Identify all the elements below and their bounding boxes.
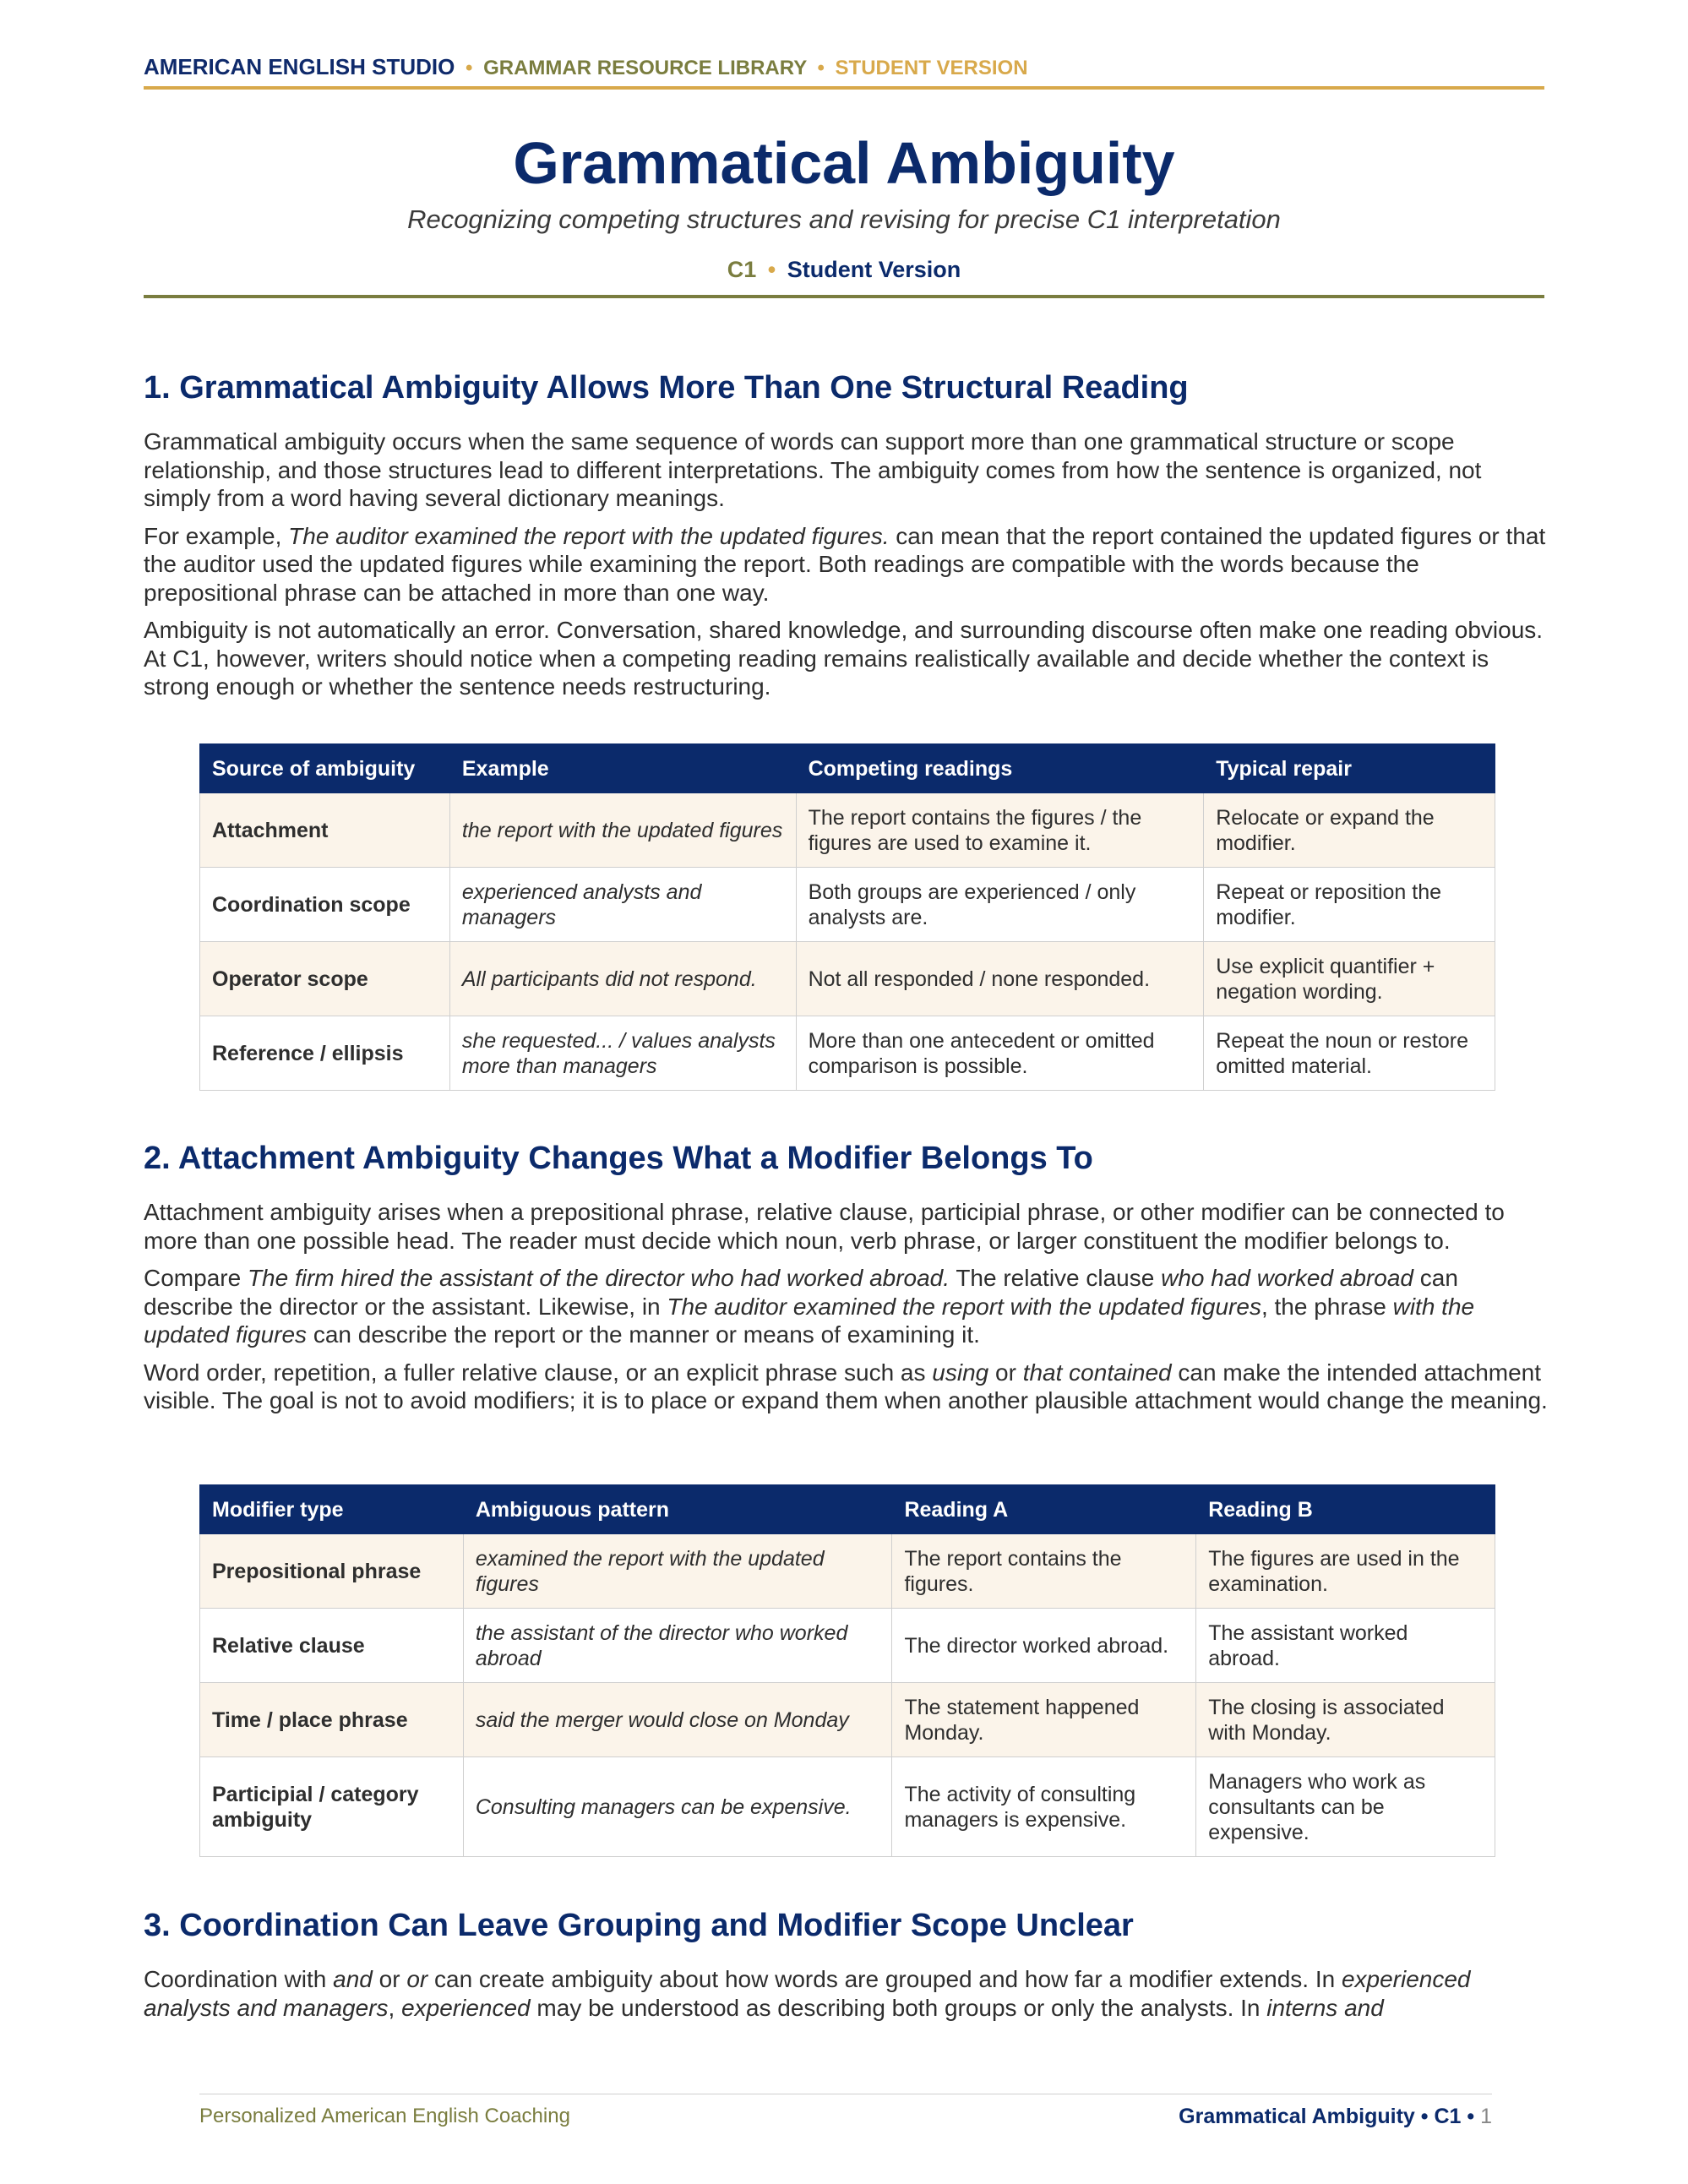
table-row — [200, 942, 1495, 1016]
page-title: Grammatical Ambiguity — [513, 130, 1175, 196]
paragraph: Ambiguity is not automatically an error. Conversation, shared knowledge, and surrounding discourse often make one reading obvious. At C1, however, writers should notice when a competing reading remains realistically available and decide whether the context is strong enough or whether the sentence needs restructuring. — [144, 617, 1544, 700]
table-cell: Time / place phrase — [200, 1683, 464, 1757]
section-3-body — [144, 1965, 1550, 2031]
table-cell: The statement happened Monday. — [892, 1683, 1196, 1757]
footer-left-text: Personalized American English Coaching — [199, 2105, 570, 2127]
title-divider — [144, 295, 1544, 298]
table-cell: Consulting managers can be expensive. — [463, 1757, 892, 1857]
paragraph: Coordination with and or or can create ambiguity about how words are grouped and how far a modifier extends. In experienced analysts and managers, experienced may be understood as describing both groups or only the analysts. In interns and — [144, 1966, 1471, 2021]
section-2-body — [144, 1198, 1550, 1424]
paragraph: Attachment ambiguity arises when a prepositional phrase, relative clause, participial phrase, or other modifier can be connected to more than one possible head. The reader must decide which noun, verb phrase, or larger constituent the modifier belongs to. — [144, 1199, 1505, 1254]
table-cell: The closing is associated with Monday. — [1196, 1683, 1495, 1757]
separator-dot: • — [817, 57, 825, 79]
table-cell: Managers who work as consultants can be expensive. — [1196, 1757, 1495, 1857]
library-name: GRAMMAR RESOURCE LIBRARY — [483, 57, 807, 79]
table-cell: Use explicit quantifier + negation wording. — [1204, 942, 1495, 1016]
table-cell: The report contains the figures. — [892, 1534, 1196, 1609]
table-cell: Repeat or reposition the modifier. — [1204, 868, 1495, 942]
table-cell: The assistant worked abroad. — [1196, 1609, 1495, 1683]
column-header: Ambiguous pattern — [463, 1485, 892, 1534]
table-row — [200, 1683, 1495, 1757]
table-cell: The activity of consulting managers is expensive. — [892, 1757, 1196, 1857]
table-cell: The report contains the figures / the figures are used to examine it. — [796, 793, 1204, 868]
table-row — [200, 1534, 1495, 1609]
paragraph: For example, The auditor examined the report with the updated figures. can mean that the report contained the updated figures or that the auditor used the updated figures while examining the report. Both readings are compatible with the words because the prepositional phrase can be attached in more than one way. — [144, 522, 1546, 606]
level-code: C1 — [727, 257, 757, 282]
column-header: Modifier type — [200, 1485, 464, 1534]
column-header: Competing readings — [796, 744, 1204, 793]
paragraph: Word order, repetition, a fuller relative clause, or an explicit phrase such as using or that contained can make the intended attachment visible. The goal is not to avoid modifiers; it is to place or expand them when another plausible attachment would change the meaning. — [144, 1359, 1548, 1413]
title-block — [144, 127, 1544, 284]
table-row — [200, 793, 1495, 868]
table-row — [200, 1757, 1495, 1857]
table-cell: experienced analysts and managers — [449, 868, 796, 942]
version-label: STUDENT VERSION — [835, 57, 1028, 79]
column-header: Source of ambiguity — [200, 744, 450, 793]
table-cell: Relative clause — [200, 1609, 464, 1683]
brand-name: AMERICAN ENGLISH STUDIO — [144, 54, 455, 79]
table-cell: The figures are used in the examination. — [1196, 1534, 1495, 1609]
table-cell: The director worked abroad. — [892, 1609, 1196, 1683]
table-cell: Reference / ellipsis — [200, 1016, 450, 1091]
table-cell: she requested... / values analysts more than managers — [449, 1016, 796, 1091]
table-header-row — [200, 744, 1495, 793]
table-cell: Participial / category ambiguity — [200, 1757, 464, 1857]
separator-dot: • — [466, 57, 473, 79]
table-cell: the report with the updated figures — [449, 793, 796, 868]
level-label: Student Version — [787, 257, 961, 282]
footer-doc-label: Grammatical Ambiguity • C1 • — [1179, 2105, 1475, 2128]
paragraph: Compare The firm hired the assistant of the director who had worked abroad. The relative clause who had worked abroad can describe the director or the assistant. Likewise, in The auditor examined the report with the updated figures, the phrase with the updated figures can describe the report or the manner or means of examining it. — [144, 1265, 1475, 1348]
table-row — [200, 1016, 1495, 1091]
page-subtitle: Recognizing competing structures and revising for precise C1 interpretation — [407, 204, 1281, 234]
section-1-body — [144, 428, 1550, 711]
section-3-heading: 3. Coordination Can Leave Grouping and Modifier Scope Unclear — [144, 1908, 1134, 1943]
ambiguity-sources-table — [199, 743, 1495, 1091]
table-cell: Not all responded / none responded. — [796, 942, 1204, 1016]
column-header: Reading B — [1196, 1485, 1495, 1534]
table-cell: examined the report with the updated figures — [463, 1534, 892, 1609]
table-cell: More than one antecedent or omitted comparison is possible. — [796, 1016, 1204, 1091]
level-line — [144, 255, 1544, 284]
table-cell: Coordination scope — [200, 868, 450, 942]
table-cell: Both groups are experienced / only analysts are. — [796, 868, 1204, 942]
table-cell: the assistant of the director who worked abroad — [463, 1609, 892, 1683]
table-cell: Prepositional phrase — [200, 1534, 464, 1609]
modifier-types-table — [199, 1484, 1495, 1857]
table-cell: said the merger would close on Monday — [463, 1683, 892, 1757]
page-number: 1 — [1480, 2105, 1492, 2128]
table-cell: All participants did not respond. — [449, 942, 796, 1016]
table-cell: Repeat the noun or restore omitted material. — [1204, 1016, 1495, 1091]
column-header: Example — [449, 744, 796, 793]
page-footer — [199, 2094, 1492, 2137]
top-header — [144, 54, 1544, 90]
section-1-heading: 1. Grammatical Ambiguity Allows More Than One Structural Reading — [144, 370, 1189, 406]
column-header: Reading A — [892, 1485, 1196, 1534]
table-row — [200, 1609, 1495, 1683]
table-cell: Attachment — [200, 793, 450, 868]
paragraph: Grammatical ambiguity occurs when the same sequence of words can support more than one grammatical structure or scope relationship, and those structures lead to different interpretations. The ambiguity comes from how the sentence is organized, not simply from a word having several dictionary meanings. — [144, 428, 1482, 511]
table-row — [200, 868, 1495, 942]
separator-dot: • — [767, 257, 776, 282]
section-2-heading: 2. Attachment Ambiguity Changes What a Modifier Belongs To — [144, 1141, 1093, 1176]
table-cell: Relocate or expand the modifier. — [1204, 793, 1495, 868]
column-header: Typical repair — [1204, 744, 1495, 793]
table-header-row — [200, 1485, 1495, 1534]
footer-right-text — [1179, 2105, 1492, 2129]
table-cell: Operator scope — [200, 942, 450, 1016]
